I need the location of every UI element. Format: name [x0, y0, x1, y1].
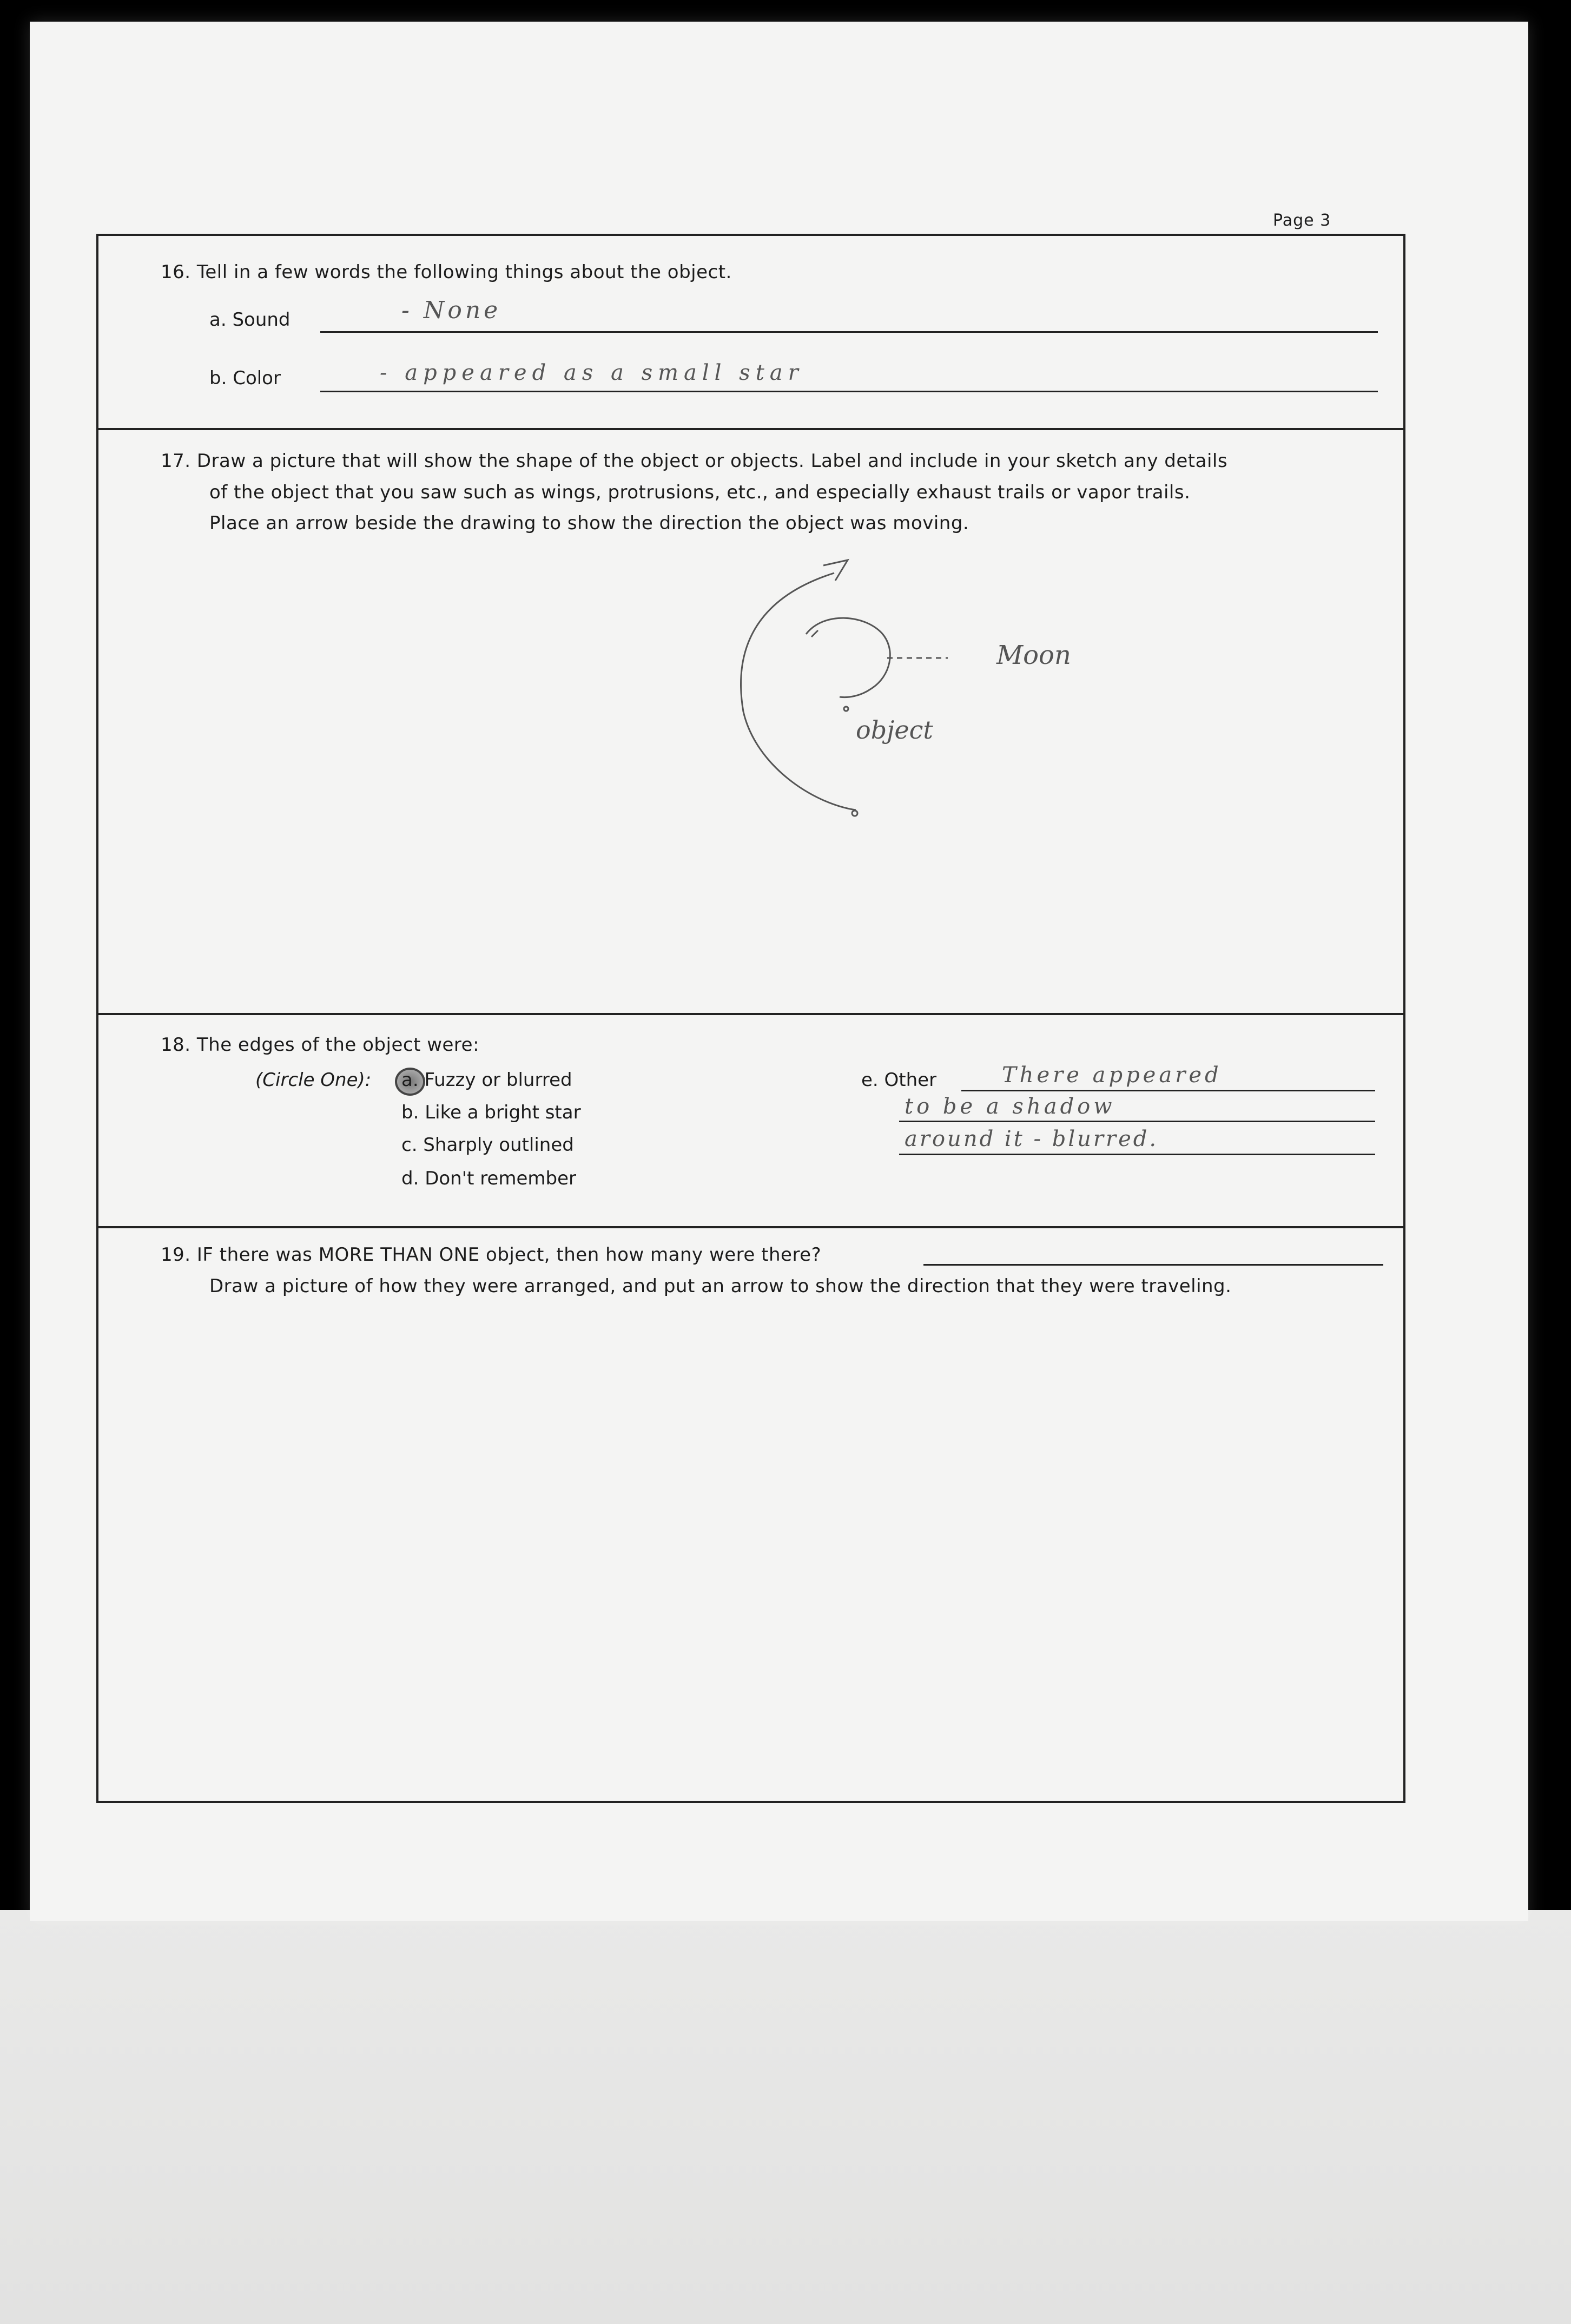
object-dot-icon	[852, 811, 857, 816]
question-16-prompt: 16. Tell in a few words the following things about the object.	[161, 261, 732, 283]
option-e-label: e. Other	[861, 1069, 937, 1091]
object-sketch	[98, 430, 1403, 1013]
other-answer-line-3[interactable]	[899, 1154, 1375, 1155]
moon-circle	[806, 618, 890, 697]
question-18-prompt: 18. The edges of the object were:	[161, 1034, 480, 1056]
moon-tick	[811, 630, 818, 637]
option-d[interactable]: d. Don't remember	[401, 1168, 576, 1189]
question-19-line-2: Draw a picture of how they were arranged, and put an arrow to show the direction that they were traveling.	[209, 1275, 1232, 1297]
question-18	[98, 1015, 1403, 1226]
question-17	[98, 430, 1403, 1013]
color-label: b. Color	[209, 367, 281, 389]
object-dot-icon	[844, 707, 848, 711]
circle-one-instruction: (Circle One):	[255, 1069, 372, 1091]
other-answer-line-1[interactable]	[961, 1090, 1375, 1091]
sound-answer-line[interactable]	[320, 331, 1378, 333]
question-17-line-1: 17. Draw a picture that will show the shape of the object or objects. Label and include in your sketch any details	[161, 450, 1228, 472]
other-answer-line-3-text: around it - blurred.	[905, 1127, 1159, 1151]
question-19	[98, 1228, 1403, 1802]
motion-arc	[741, 573, 856, 810]
question-16	[98, 236, 1403, 428]
arrow-head-icon	[823, 560, 848, 581]
other-answer-line-2[interactable]	[899, 1121, 1375, 1122]
questionnaire-form	[96, 234, 1405, 1803]
sound-answer: - None	[401, 297, 501, 324]
option-b[interactable]: b. Like a bright star	[401, 1102, 581, 1123]
underlying-page	[0, 1910, 1571, 2324]
sound-label: a. Sound	[209, 309, 291, 331]
question-17-line-3: Place an arrow beside the drawing to show the direction the object was moving.	[209, 512, 969, 534]
option-c[interactable]: c. Sharply outlined	[401, 1134, 574, 1156]
other-answer-line-2-text: to be a shadow	[905, 1094, 1115, 1119]
arrangement-drawing-area[interactable]	[109, 1309, 1391, 1786]
moon-label: Moon	[996, 640, 1071, 670]
option-a[interactable]: a. Fuzzy or blurred	[401, 1069, 572, 1091]
object-count-answer-line[interactable]	[923, 1264, 1383, 1266]
question-17-line-2: of the object that you saw such as wings, protrusions, etc., and especially exhaust trails or vapor trails.	[209, 482, 1191, 503]
color-answer-line[interactable]	[320, 391, 1378, 392]
color-answer: - appeared as a small star	[380, 360, 804, 385]
page-number: Page 3	[1273, 211, 1331, 230]
object-label: object	[856, 715, 933, 745]
question-19-line-1: 19. IF there was MORE THAN ONE object, then how many were there?	[161, 1244, 822, 1266]
other-answer-line-1-text: There appeared	[1002, 1063, 1222, 1088]
